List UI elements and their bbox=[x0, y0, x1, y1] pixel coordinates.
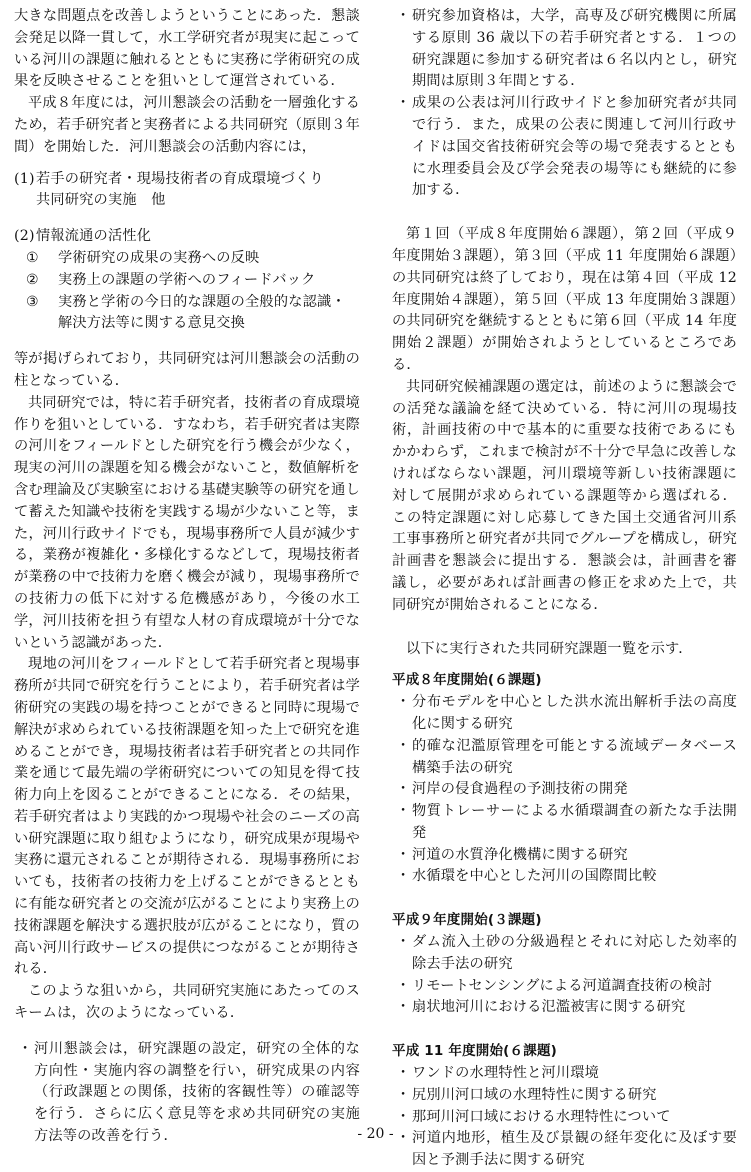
project-text: 分布モデルを中心とした洪水流出解析手法の高度化に関する研究 bbox=[412, 694, 737, 732]
bullet-marker: ・ bbox=[396, 781, 411, 798]
project-item bbox=[392, 779, 737, 801]
item-subtext: 共同研究の実施 他 bbox=[36, 192, 166, 209]
group-heading: 平成 11 年度開始(６課題) bbox=[392, 1043, 558, 1060]
bullet-marker: ・ bbox=[396, 737, 411, 754]
bullet-marker: ・ bbox=[396, 8, 411, 24]
circle-item-2 bbox=[14, 270, 360, 292]
bullet-text: 成果の公表は河川行政サイドと参加研究者が共同で行う．また，成果の公表に関連して河川行政サイドは国交省技術研究会等の場で発表するとともに水理委員会及び学会発表の場等にも継続的に参加する． bbox=[412, 95, 737, 199]
project-group-h9 bbox=[392, 910, 737, 1019]
project-text: ダム流入土砂の分級過程とそれに対応した効率的除去手法の研究 bbox=[412, 934, 737, 972]
scheme-bullet-2 bbox=[392, 6, 737, 93]
bullet-marker: ・ bbox=[396, 1108, 411, 1125]
circle-text: 実務と学術の今日的な課題の全般的な認識・解決方法等に関する意見交換 bbox=[58, 293, 346, 332]
bullet-marker: ・ bbox=[396, 977, 411, 994]
benefit-paragraph: 現地の河川をフィールドとして若手研究者と現場事務所が共同で研究を行うことにより，若手研究者は学術研究の実践の場を持つことができると同時に現場で解決が求められている技術課題を知った上で研究を進めることができ，現場技術者は若手研究者との共同作業を通じて最先端の学術研究についての知見を得て技術力向上を図ることができることになる．その結果，若手研究者はより実践的かつ現場や社会のニーズの高い研究課題に取り組むようになり，研究成果が現場や実務に還元されることが期待される．現場事務所においても，技術者の技術力を上げることができるとともに有能な研究者との交流が広がることにより実務上の技術課題を解決する選択肢が広がることになり，質の高い河川行政サービスの提供につながることが期待される． bbox=[14, 656, 360, 978]
project-text: 扇状地河川における氾濫被害に関する研究 bbox=[412, 999, 686, 1016]
project-item bbox=[392, 997, 737, 1019]
bullet-marker: ・ bbox=[396, 95, 411, 112]
project-item bbox=[392, 736, 737, 780]
circle-marker: ③ bbox=[26, 293, 39, 310]
project-item bbox=[392, 1085, 737, 1107]
project-text: 尻別川河口域の水理特性に関する研究 bbox=[412, 1086, 657, 1103]
project-text: リモートセンシングによる河道調査技術の検討 bbox=[412, 977, 713, 994]
bullet-text: 河川懇談会は，研究課題の設定，研究の全体的な方向性・実施内容の調整を行い，研究成果の内容（行政課題との関係，技術的客観性等）の確認等を行う．さらに広く意見等を求め共同研究の実施方法等の改善を行う． bbox=[34, 1040, 360, 1145]
bullet-marker: ・ bbox=[396, 694, 411, 711]
bullet-marker: ・ bbox=[396, 999, 411, 1016]
item-marker: (2) bbox=[14, 228, 35, 245]
project-text: 河道内地形，植生及び景観の経年変化に及ぼす要因と予測手法に関する研究 bbox=[412, 1130, 737, 1169]
project-item bbox=[392, 866, 737, 888]
circle-item-1 bbox=[14, 248, 360, 270]
pillar-paragraph: 等が掲げられており，共同研究は河川懇談会の活動の柱となっている． bbox=[14, 351, 360, 389]
project-text: 那珂川河口域における水理特性について bbox=[412, 1108, 671, 1125]
bullet-marker: ・ bbox=[396, 1130, 411, 1147]
project-text: 河岸の侵食過程の予測技術の開発 bbox=[412, 781, 628, 798]
project-text: 的確な氾濫原管理を可能とする流域データベース構築手法の研究 bbox=[412, 737, 737, 776]
bullet-marker: ・ bbox=[396, 868, 411, 885]
item-text: 若手の研究者・現場技術者の育成環境づくり bbox=[36, 170, 324, 187]
project-text: 河道の水質浄化機構に関する研究 bbox=[412, 846, 628, 863]
page-number: - 20 - bbox=[357, 1126, 394, 1142]
aim-paragraph: 共同研究では，特に若手研究者，技術者の育成環境作りを狙いとしている．すなわち，若手研究者は実際の河川をフィールドとした研究を行う機会が少なく，現実の河川の課題を知る機会がないこと，数値解析を含む理論及び実験室における基礎実験等の研究を通して蓄えた知識や技術を実践する場が少ないこと等，また，河川行政サイドでも，現場事務所で人員が減少する，業務が複雑化・多様化するなどして，現場技術者が業務の中で技術力を磨く機会が減り，現場事務所での技術力の低下に対する危機感があり，今後の水工学，河川技術を担う有望な人材の育成環境が十分でないという認識があった． bbox=[14, 394, 360, 651]
circle-marker: ② bbox=[26, 271, 39, 288]
bullet-marker: ・ bbox=[396, 846, 411, 863]
rounds-paragraph: 第１回（平成８年度開始６課題），第２回（平成９年度開始３課題），第３回（平成 11 年度開始６課題）の共同研究は終了しており，現在は第４回（平成 12 年度開始４課題），第５回（平成 13 年度開始３課題）の共同研究を継続するとともに第６回（平成 14 年度開始２課題）が開始されようとしているところである． bbox=[392, 226, 737, 373]
selection-paragraph: 共同研究候補課題の選定は，前述のように懇談会での活発な議論を経て決めている．特に河川の現場技術，計画技術の中で基本的に重要な技術であるにもかかわらず，これまで検討が不十分で早急に改善しなければならない課題，河川環境等新しい技術課題に対して展開が求められている課題等から選ばれる．この特定課題に対し応募してきた国土交通省河川系工事事務所と研究者が共同でグループを構成し，研究計画書を懇談会に提出する．懇談会は，計画書を審議し，必要があれば計画書の修正を求めた上で，共同研究が開始されることになる． bbox=[392, 378, 737, 613]
project-item bbox=[392, 932, 737, 976]
item-text: 情報流通の活性化 bbox=[36, 228, 152, 245]
group-heading: 平成９年度開始(３課題) bbox=[392, 912, 542, 929]
circle-text: 学術研究の成果の実務への反映 bbox=[58, 249, 260, 266]
project-text: 物質トレーサーによる水循環調査の新たな手法開発 bbox=[412, 803, 737, 841]
project-item bbox=[392, 845, 737, 867]
activity-item-1 bbox=[14, 169, 360, 213]
list-intro-paragraph: 以下に実行された共同研究課題一覧を示す． bbox=[406, 640, 693, 657]
bullet-marker: ・ bbox=[396, 1065, 411, 1082]
project-item bbox=[392, 1063, 737, 1085]
bullet-marker: ・ bbox=[396, 1086, 411, 1103]
bullet-marker: ・ bbox=[18, 1040, 33, 1057]
group-heading: 平成８年度開始(６課題) bbox=[392, 672, 542, 689]
scheme-bullet-3 bbox=[392, 93, 737, 202]
item-marker: (1) bbox=[14, 170, 35, 187]
project-text: 水循環を中心とした河川の国際間比較 bbox=[412, 868, 657, 885]
bullet-text: 研究参加資格は，大学，高専及び研究機関に所属する原則 36 歳以下の若手研究者とする．１つの研究課題に参加する研究者は６名以内とし，研究期間は原則３年間とする． bbox=[412, 8, 737, 90]
activity-item-2 bbox=[14, 226, 360, 248]
scheme-intro-paragraph: このような狙いから，共同研究実施にあたってのスキームは，次のようになっている． bbox=[14, 983, 360, 1022]
project-item bbox=[392, 692, 737, 736]
circle-marker: ① bbox=[26, 249, 39, 266]
project-group-h8 bbox=[392, 670, 737, 888]
joint-research-start-paragraph: 平成８年度には，河川懇談会の活動を一層強化するため，若手研究者と実務者による共同研究（原則３年間）を開始した．河川懇談会の活動内容には， bbox=[14, 95, 360, 155]
bullet-marker: ・ bbox=[396, 803, 411, 820]
circle-item-3 bbox=[14, 292, 360, 336]
intro-paragraph: 大きな問題点を改善しようということにあった．懇談会発足以降一貫して，水工学研究者が現実に起こっている河川の課題に触れるとともに実務に学術研究の成果を反映させることを狙いとして運営されている． bbox=[14, 8, 360, 90]
circle-text: 実務上の課題の学術へのフィードバック bbox=[58, 271, 316, 288]
project-item bbox=[392, 976, 737, 998]
project-item bbox=[392, 801, 737, 845]
project-group-h11 bbox=[392, 1041, 737, 1172]
left-column bbox=[14, 6, 360, 1148]
right-column bbox=[392, 6, 737, 1172]
project-text: ワンドの水理特性と河川環境 bbox=[412, 1065, 600, 1082]
bullet-marker: ・ bbox=[396, 934, 411, 951]
